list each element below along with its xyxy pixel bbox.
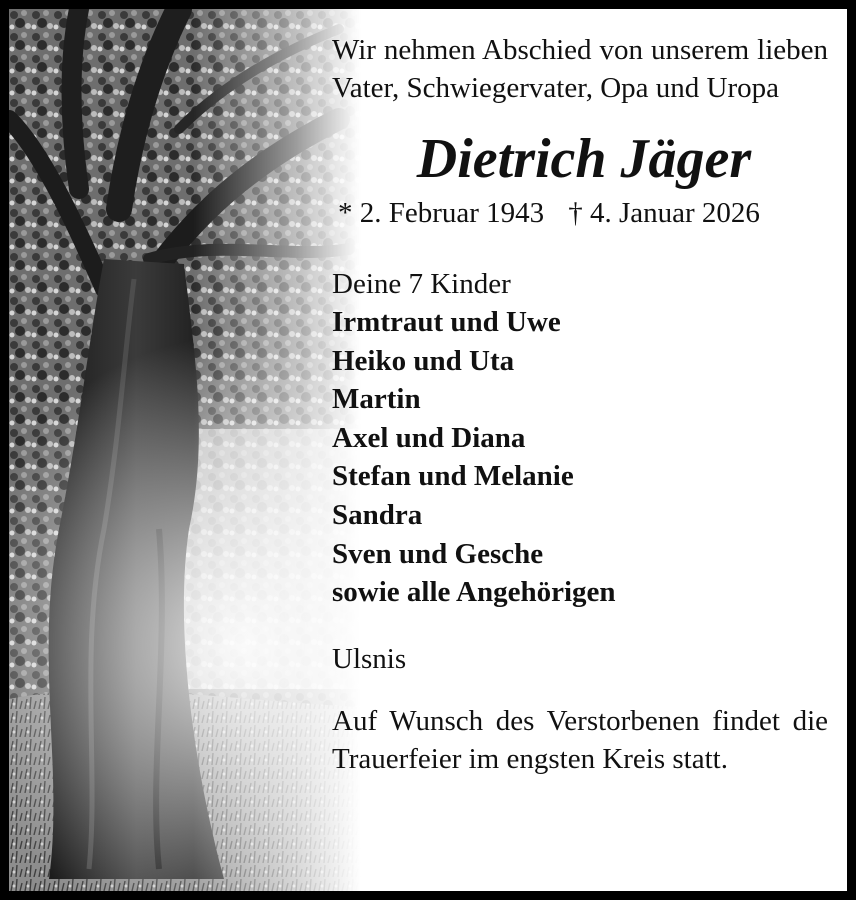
family-member: sowie alle Angehörigen [332,576,616,609]
family-member: Sandra [332,498,423,531]
death-date: † 4. Januar 2026 [568,197,760,229]
life-dates [332,195,828,231]
children-intro: Deine 7 Kinder [332,268,511,300]
place-name: Ulsnis [332,642,407,675]
deceased-name: Dietrich Jäger [416,128,752,190]
family-list [332,303,828,612]
family-member: Axel und Diana [332,421,526,454]
funeral-note: Auf Wunsch des Verstorbenen findet die Trauerfeier im engsten Kreis statt. [332,704,828,775]
family-member: Heiko und Uta [332,344,515,377]
intro-text: Wir nehmen Abschied von unserem lieben Vater, Schwiegervater, Opa und Uropa [332,34,828,104]
notice-text-column [332,31,828,778]
birth-date: * 2. Februar 1943 [338,197,545,229]
family-member: Martin [332,383,421,416]
family-member: Irmtraut und Uwe [332,306,561,338]
family-member: Sven und Gesche [332,537,544,570]
family-member: Stefan und Melanie [332,460,574,493]
